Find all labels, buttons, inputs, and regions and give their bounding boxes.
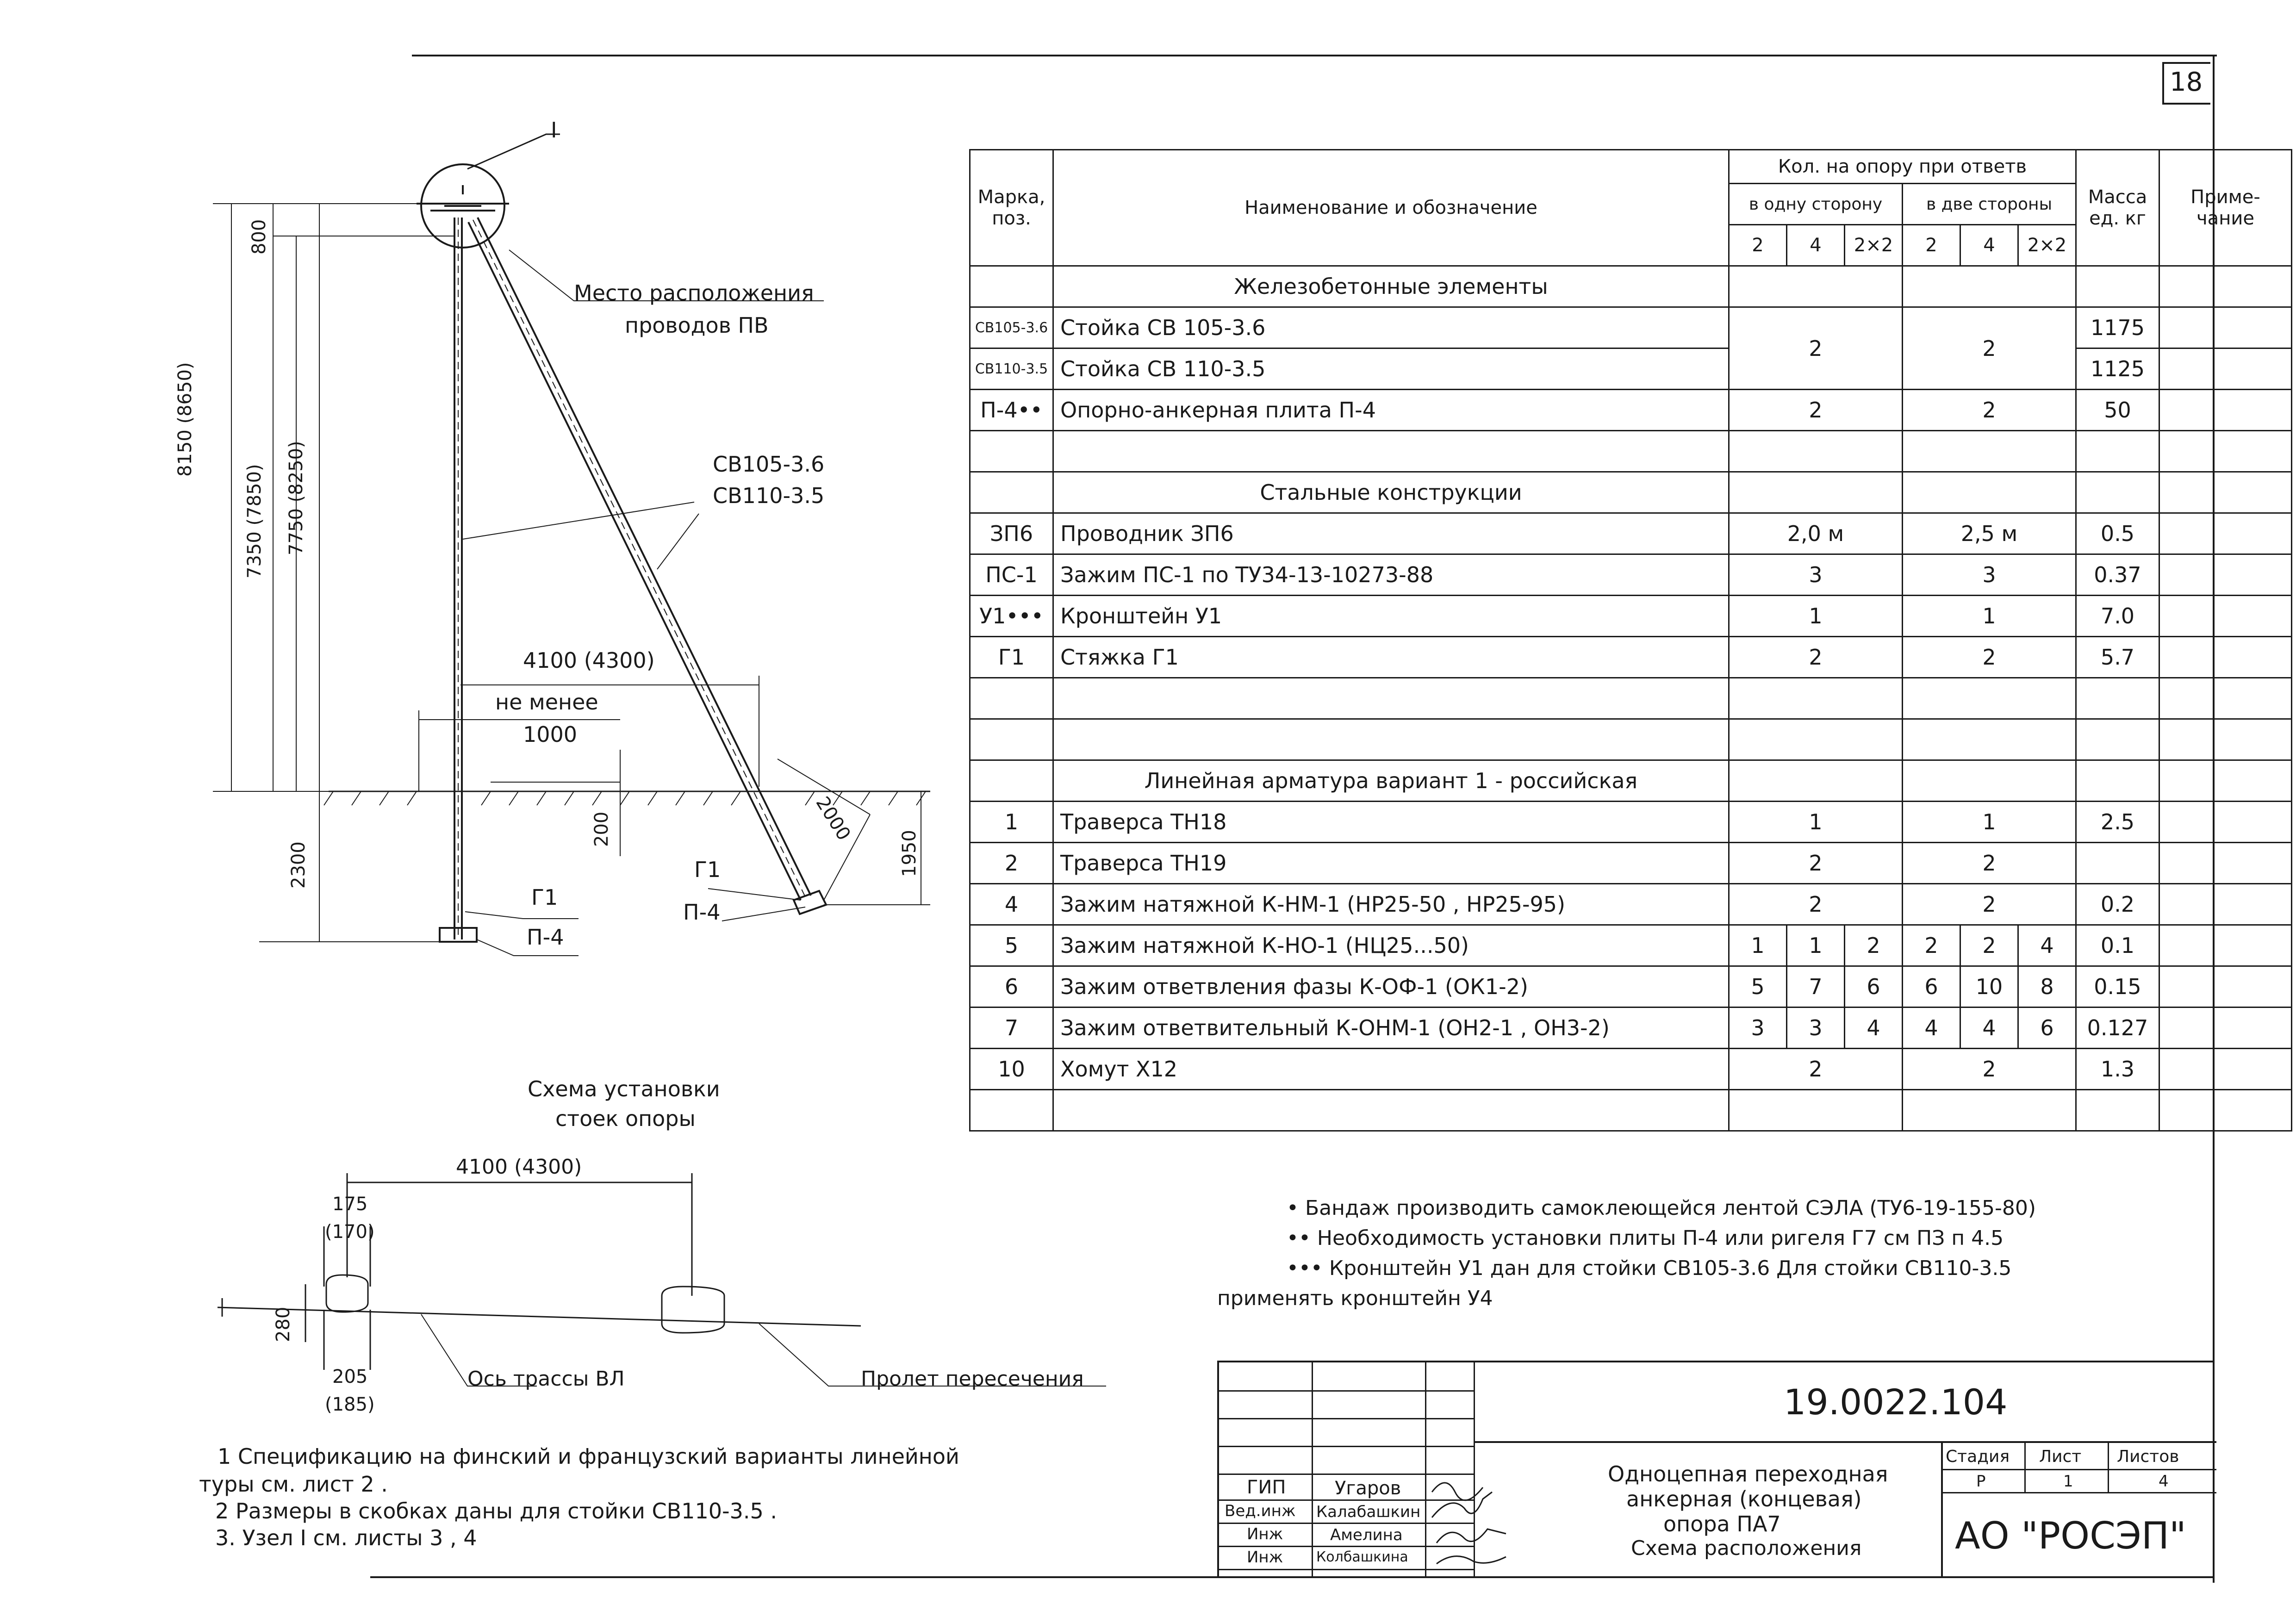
table-row: 7 Зажим ответвительный К-ОНМ-1 (ОН2-1 , ОН3-2) 3 3 4 4 4 6 0.127 — [970, 1007, 2292, 1049]
sheets-header: Листов — [2117, 1447, 2179, 1466]
place-label: Место расположения — [574, 280, 814, 305]
sub-header: 4 — [1787, 225, 1845, 266]
sub-header: 4 — [1960, 225, 2018, 266]
stage-value: Р — [1976, 1472, 1986, 1491]
sheet-number: 18 — [2170, 67, 2203, 97]
table-row: У1••• Кронштейн У1 1 1 7.0 — [970, 596, 2292, 637]
label-p4-left: П-4 — [527, 925, 564, 950]
sub-header: 2×2 — [2018, 225, 2076, 266]
node-callout-label: I — [551, 118, 557, 143]
table-row: ЗП6 Проводник ЗП6 2,0 м 2,5 м 0.5 — [970, 513, 2292, 554]
table-row: СВ110-3.5 Стойка СВ 110-3.5 1125 — [970, 348, 2292, 390]
role-eng-2: Инж — [1247, 1548, 1283, 1567]
note-3b: применять кронштейн У4 — [1217, 1287, 1493, 1310]
plan-span-label: Пролет пересечения — [861, 1367, 1084, 1391]
dim-not-less: не менее — [495, 690, 598, 715]
dim-7750: 7750 (8250) — [286, 441, 307, 555]
header-note: Приме- чание — [2159, 150, 2292, 266]
sub-header: 2 — [1903, 225, 1960, 266]
label-p4-right: П-4 — [683, 900, 721, 925]
header-qty: Кол. на опору при ответв — [1729, 150, 2076, 184]
name-eng-1: Амелина — [1330, 1526, 1403, 1544]
doc-title-4: Схема расположения — [1631, 1536, 1862, 1560]
doc-title-1: Одноцепная переходная — [1608, 1461, 1888, 1486]
dim-4100: 4100 (4300) — [523, 648, 655, 673]
footnote-2: 2 Размеры в скобках даны для стойки СВ110-3.5 . — [215, 1499, 777, 1524]
label-g1-left: Г1 — [531, 885, 558, 910]
plan-title-2: стоек опоры — [555, 1106, 696, 1131]
dim-total: 8150 (8650) — [174, 362, 196, 477]
signature-marks — [1427, 1474, 1520, 1575]
note-3: ••• Кронштейн У1 дан для стойки СВ105-3.6 Для стойки СВ110-3.5 — [1287, 1256, 2012, 1280]
plan-axis-label: Ось трассы ВЛ — [467, 1367, 625, 1391]
table-row: 5 Зажим натяжной К-НО-1 (НЦ25...50) 1 1 2 2 2 4 0.1 — [970, 925, 2292, 966]
table-row: 1 Траверса ТН18 1 1 2.5 — [970, 802, 2292, 843]
header-mass: Масса ед. кг — [2076, 150, 2159, 266]
dim-2000: 2000 — [811, 793, 855, 845]
table-row: 4 Зажим натяжной К-НМ-1 (НР25-50 , НР25-95) 2 2 0.2 — [970, 884, 2292, 925]
dim-1000: 1000 — [523, 722, 578, 747]
specification-table — [969, 149, 2292, 1132]
table-row: П-4•• Опорно-анкерная плита П-4 2 2 50 — [970, 390, 2292, 431]
label-g1-right: Г1 — [694, 857, 721, 882]
document-code: 19.0022.104 — [1784, 1381, 2008, 1423]
header-mark: Марка, поз. — [970, 150, 1053, 266]
name-eng-2: Колбашкина — [1316, 1549, 1408, 1565]
doc-title-2: анкерная (концевая) — [1626, 1486, 1862, 1511]
dim-7350: 7350 (7850) — [244, 464, 265, 578]
table-row: Г1 Стяжка Г1 2 2 5.7 — [970, 637, 2292, 678]
note-1: • Бандаж производить самоклеющейся лентой СЭЛА (ТУ6-19-155-80) — [1287, 1196, 2036, 1220]
dim-800: 800 — [249, 219, 270, 255]
table-row: СВ105-3.6 Стойка СВ 105-3.6 2 2 1175 — [970, 307, 2292, 348]
table-row: ПС-1 Зажим ПС-1 по ТУ34-13-10273-88 3 3 0.37 — [970, 554, 2292, 596]
sub-header: 2×2 — [1845, 225, 1903, 266]
dim-200: 200 — [591, 811, 612, 847]
plan-dim-280: 280 — [273, 1306, 294, 1342]
header-one-side: в одну сторону — [1729, 184, 1903, 225]
footnote-1b: туры см. лист 2 . — [199, 1472, 388, 1497]
sheet-header: Лист — [2039, 1447, 2082, 1466]
plan-title-1: Схема установки — [528, 1076, 720, 1101]
plan-dim-175: 175 — [332, 1194, 368, 1215]
sub-header: 2 — [1729, 225, 1787, 266]
title-block — [1217, 1361, 2215, 1578]
stage-header: Стадия — [1946, 1447, 2010, 1466]
role-lead-eng: Вед.инж — [1225, 1502, 1296, 1520]
sheet-value: 1 — [2063, 1472, 2073, 1491]
name-lead-eng: Калабашкин — [1316, 1503, 1421, 1521]
note-2: •• Необходимость установки плиты П-4 или ригеля Г7 см ПЗ п 4.5 — [1287, 1226, 2004, 1250]
header-two-side: в две стороны — [1903, 184, 2076, 225]
plan-dim-205: 205 — [332, 1366, 368, 1387]
section-title: Стальные конструкции — [1053, 472, 1729, 513]
pole-label-2: СВ110-3.5 — [713, 483, 825, 508]
section-title: Железобетонные элементы — [1053, 266, 1729, 307]
role-eng-1: Инж — [1247, 1525, 1283, 1543]
table-row: 10 Хомут Х12 2 2 1.3 — [970, 1049, 2292, 1090]
footnote-1: 1 Спецификацию на финский и французский варианты линейной — [218, 1444, 959, 1469]
plan-dim-170: (170) — [325, 1221, 375, 1243]
table-row: 2 Траверса ТН19 2 2 — [970, 843, 2292, 884]
table-row: 6 Зажим ответвления фазы К-ОФ-1 (ОК1-2) 5 7 6 6 10 8 0.15 — [970, 966, 2292, 1007]
sheets-value: 4 — [2159, 1472, 2169, 1491]
section-title: Линейная арматура вариант 1 - российская — [1053, 760, 1729, 802]
organization-name: АО "РОСЭП" — [1955, 1514, 2186, 1557]
plan-dim-4100: 4100 (4300) — [456, 1155, 582, 1179]
pole-label-1: СВ105-3.6 — [713, 452, 825, 477]
plan-dim-185: (185) — [325, 1394, 375, 1415]
name-gip: Угаров — [1335, 1478, 1401, 1499]
footnote-3: 3. Узел I см. листы 3 , 4 — [215, 1525, 477, 1550]
dim-1950: 1950 — [899, 830, 920, 877]
dim-2300: 2300 — [288, 841, 309, 889]
header-name: Наименование и обозначение — [1053, 150, 1729, 266]
doc-title-3: опора ПА7 — [1663, 1511, 1781, 1536]
place-label-2: проводов ПВ — [625, 313, 769, 338]
role-gip: ГИП — [1247, 1477, 1286, 1498]
